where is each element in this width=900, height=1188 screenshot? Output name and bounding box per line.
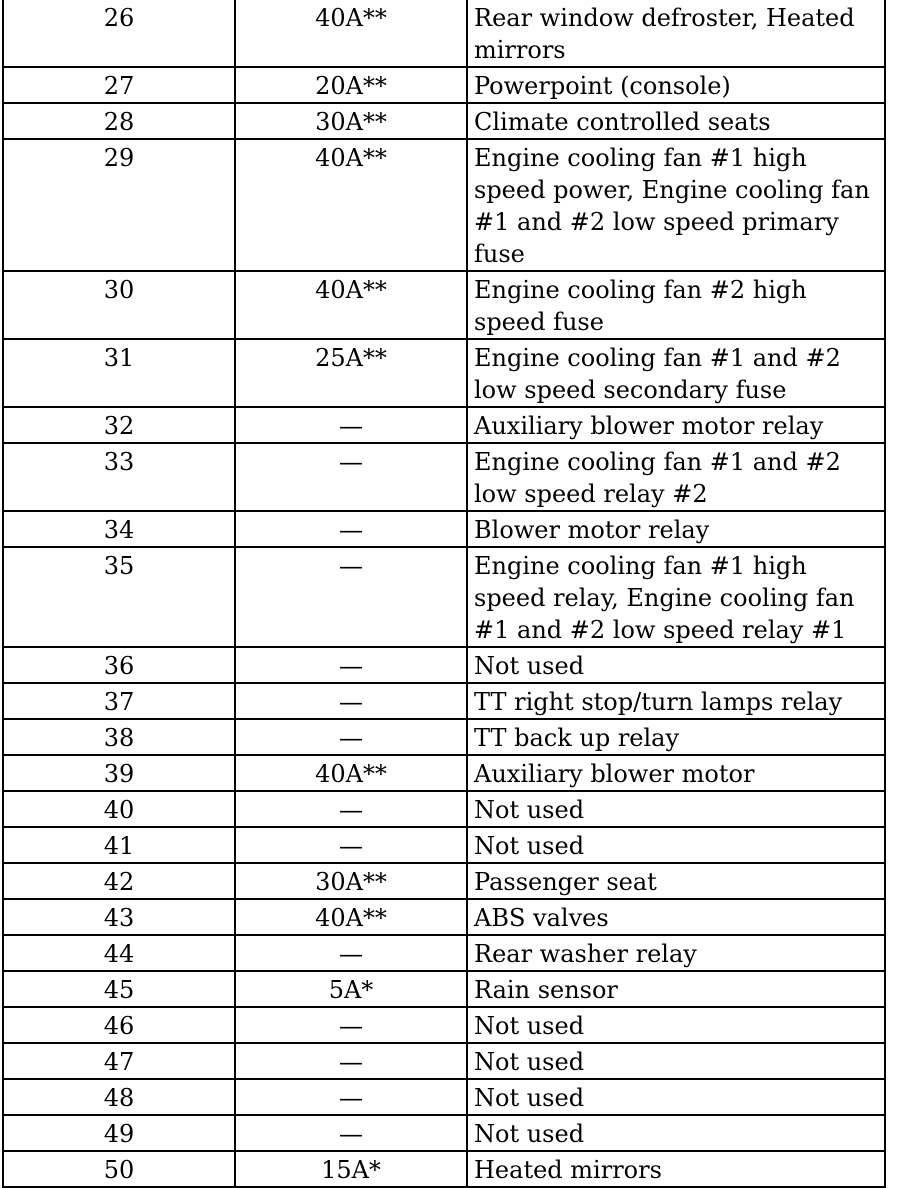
fuse-amperage: — xyxy=(235,1079,467,1115)
fuse-amperage: 40A** xyxy=(235,755,467,791)
circuit-description: Not used xyxy=(467,791,885,827)
fuse-number: 47 xyxy=(3,1043,235,1079)
fuse-amperage: — xyxy=(235,1007,467,1043)
fuse-amperage: — xyxy=(235,1115,467,1151)
circuit-description: ABS valves xyxy=(467,899,885,935)
table-row xyxy=(3,67,885,103)
fuse-amperage: — xyxy=(235,547,467,647)
fuse-amperage: 15A* xyxy=(235,1151,467,1187)
fuse-amperage: 40A** xyxy=(235,139,467,271)
table-row xyxy=(3,755,885,791)
fuse-number: 40 xyxy=(3,791,235,827)
circuit-description: Powerpoint (console) xyxy=(467,67,885,103)
table-row xyxy=(3,339,885,407)
fuse-amperage: — xyxy=(235,443,467,511)
table-row xyxy=(3,791,885,827)
fuse-number: 39 xyxy=(3,755,235,791)
fuse-number: 31 xyxy=(3,339,235,407)
fuse-number: 46 xyxy=(3,1007,235,1043)
fuse-number: 36 xyxy=(3,647,235,683)
table-row xyxy=(3,271,885,339)
fuse-table-body xyxy=(3,0,885,1187)
table-row xyxy=(3,139,885,271)
fuse-number: 48 xyxy=(3,1079,235,1115)
fuse-number: 38 xyxy=(3,719,235,755)
fuse-amperage: — xyxy=(235,827,467,863)
table-row xyxy=(3,407,885,443)
table-row xyxy=(3,935,885,971)
fuse-amperage: — xyxy=(235,935,467,971)
table-row xyxy=(3,899,885,935)
circuit-description: Rear window defroster, Heated mirrors xyxy=(467,0,885,67)
table-row xyxy=(3,443,885,511)
table-row xyxy=(3,547,885,647)
table-row xyxy=(3,971,885,1007)
circuit-description: Not used xyxy=(467,1043,885,1079)
fuse-amperage: 20A** xyxy=(235,67,467,103)
circuit-description: Engine cooling fan #1 high speed power, Engine cooling fan #1 and #2 low speed primary fuse xyxy=(467,139,885,271)
circuit-description: Engine cooling fan #1 and #2 low speed relay #2 xyxy=(467,443,885,511)
circuit-description: Not used xyxy=(467,1115,885,1151)
table-row xyxy=(3,511,885,547)
circuit-description: Passenger seat xyxy=(467,863,885,899)
circuit-description: TT back up relay xyxy=(467,719,885,755)
fuse-number: 49 xyxy=(3,1115,235,1151)
fuse-amperage: 40A** xyxy=(235,899,467,935)
table-row xyxy=(3,1115,885,1151)
circuit-description: Climate controlled seats xyxy=(467,103,885,139)
table-row xyxy=(3,827,885,863)
table-row xyxy=(3,1007,885,1043)
fuse-number: 41 xyxy=(3,827,235,863)
table-row xyxy=(3,1079,885,1115)
fuse-amperage: 40A** xyxy=(235,271,467,339)
fuse-table xyxy=(2,0,886,1188)
fuse-number: 34 xyxy=(3,511,235,547)
circuit-description: Not used xyxy=(467,647,885,683)
fuse-number: 27 xyxy=(3,67,235,103)
fuse-amperage: — xyxy=(235,407,467,443)
table-row xyxy=(3,0,885,67)
fuse-number: 37 xyxy=(3,683,235,719)
fuse-amperage: 30A** xyxy=(235,103,467,139)
table-row xyxy=(3,1151,885,1187)
fuse-amperage: — xyxy=(235,683,467,719)
fuse-number: 44 xyxy=(3,935,235,971)
table-row xyxy=(3,1043,885,1079)
table-row xyxy=(3,683,885,719)
circuit-description: Engine cooling fan #1 high speed relay, Engine cooling fan #1 and #2 low speed relay #1 xyxy=(467,547,885,647)
fuse-amperage: — xyxy=(235,511,467,547)
circuit-description: Heated mirrors xyxy=(467,1151,885,1187)
fuse-number: 43 xyxy=(3,899,235,935)
fuse-amperage: 25A** xyxy=(235,339,467,407)
fuse-number: 45 xyxy=(3,971,235,1007)
fuse-amperage: 5A* xyxy=(235,971,467,1007)
table-row xyxy=(3,719,885,755)
fuse-amperage: — xyxy=(235,719,467,755)
fuse-number: 35 xyxy=(3,547,235,647)
table-row xyxy=(3,647,885,683)
circuit-description: Blower motor relay xyxy=(467,511,885,547)
circuit-description: Not used xyxy=(467,1079,885,1115)
circuit-description: TT right stop/turn lamps relay xyxy=(467,683,885,719)
fuse-number: 28 xyxy=(3,103,235,139)
circuit-description: Engine cooling fan #2 high speed fuse xyxy=(467,271,885,339)
fuse-number: 42 xyxy=(3,863,235,899)
fuse-amperage: 30A** xyxy=(235,863,467,899)
circuit-description: Not used xyxy=(467,827,885,863)
fuse-amperage: 40A** xyxy=(235,0,467,67)
circuit-description: Engine cooling fan #1 and #2 low speed secondary fuse xyxy=(467,339,885,407)
circuit-description: Auxiliary blower motor relay xyxy=(467,407,885,443)
circuit-description: Rain sensor xyxy=(467,971,885,1007)
table-row xyxy=(3,103,885,139)
circuit-description: Auxiliary blower motor xyxy=(467,755,885,791)
fuse-amperage: — xyxy=(235,647,467,683)
circuit-description: Not used xyxy=(467,1007,885,1043)
fuse-number: 30 xyxy=(3,271,235,339)
fuse-number: 26 xyxy=(3,0,235,67)
fuse-amperage: — xyxy=(235,1043,467,1079)
fuse-amperage: — xyxy=(235,791,467,827)
table-row xyxy=(3,863,885,899)
fuse-number: 50 xyxy=(3,1151,235,1187)
circuit-description: Rear washer relay xyxy=(467,935,885,971)
fuse-number: 32 xyxy=(3,407,235,443)
fuse-number: 29 xyxy=(3,139,235,271)
fuse-number: 33 xyxy=(3,443,235,511)
